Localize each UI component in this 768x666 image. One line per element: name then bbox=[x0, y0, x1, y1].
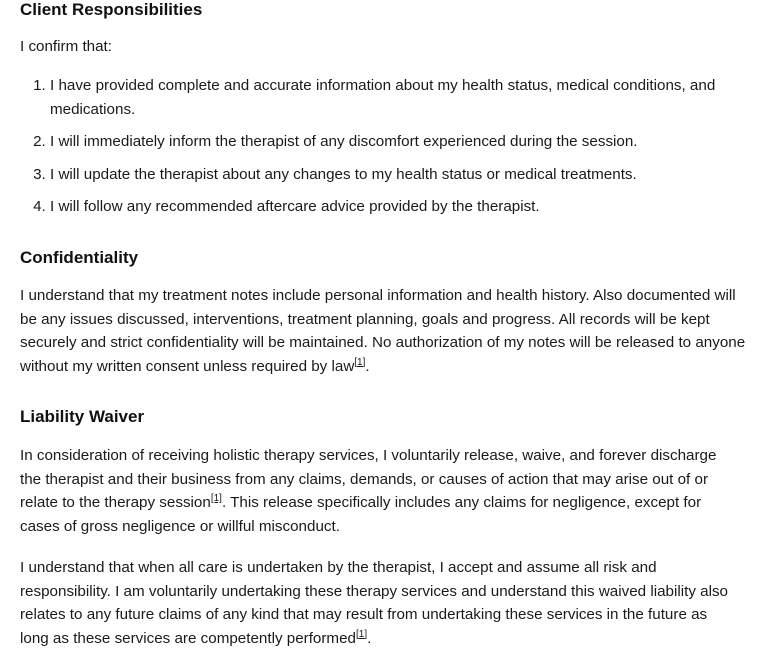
footnote-ref-link[interactable]: [1] bbox=[354, 356, 366, 368]
footnote-ref-link[interactable]: [1] bbox=[210, 493, 222, 505]
liability-text-2a: I understand that when all care is undertaken by the therapist, I accept and assume all risk and responsibility. I am voluntarily undertaking these therapy services and understand this waived liability also relates to any future claims of any kind that may result from undertaking these services in the future as long as these services are competently performed bbox=[20, 559, 728, 647]
liability-paragraph-1 bbox=[20, 444, 740, 538]
sentence-end: . bbox=[365, 357, 370, 375]
confidentiality-paragraph bbox=[20, 284, 755, 378]
list-item: 3. I will update the therapist about any changes to my health status or medical treatments. bbox=[50, 163, 768, 187]
list-item: 2. I will immediately inform the therapist of any discomfort experienced during the session. bbox=[50, 130, 768, 154]
list-item: 1. I have provided complete and accurate information about my health status, medical conditions, and medications. bbox=[50, 74, 768, 121]
client-responsibilities-heading: Client Responsibilities bbox=[20, 0, 203, 19]
confirm-intro: I confirm that: bbox=[20, 38, 113, 55]
liability-waiver-heading: Liability Waiver bbox=[20, 407, 145, 426]
responsibilities-list bbox=[20, 74, 768, 228]
liability-text-2b: . bbox=[367, 629, 372, 647]
confidentiality-heading: Confidentiality bbox=[20, 248, 139, 267]
liability-text-1b: . This release specifically includes any claims for negligence, except for cases of gross negligence or willful misconduct. bbox=[20, 494, 702, 535]
liability-paragraph-2 bbox=[20, 556, 740, 650]
liability-text-1a: In consideration of receiving holistic therapy services, I voluntarily release, waive, and forever discharge the therapist and their business from any claims, demands, or causes of action that may arise out of or relate to the therapy session bbox=[20, 447, 717, 512]
footnote-ref-link[interactable]: [1] bbox=[355, 628, 368, 640]
confidentiality-text: I understand that my treatment notes include personal information and health history. Also documented will be any issues discussed, interventions, treatment planning, goals and progress. All records will be kept securely and strict confidentiality will be maintained. No authorization of my notes will be released to anyone without my written consent unless required by law bbox=[20, 287, 746, 375]
list-item: 4. I will follow any recommended aftercare advice provided by the therapist. bbox=[50, 195, 768, 219]
